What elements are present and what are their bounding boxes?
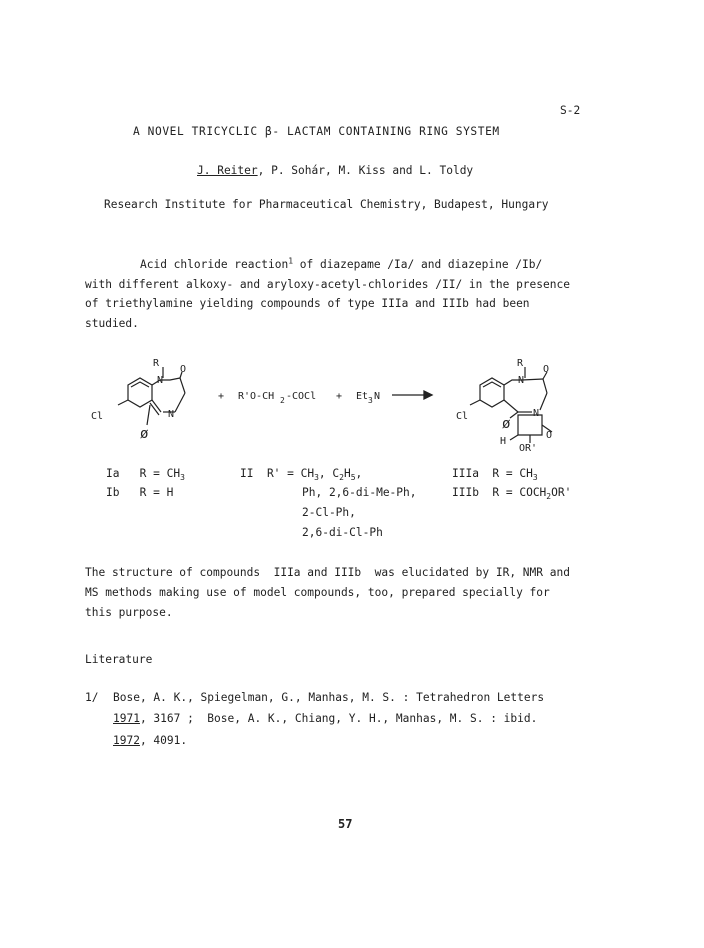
- abstract-line-4: studied.: [85, 317, 139, 330]
- cl-label-product: Cl: [456, 411, 469, 422]
- reference-line-2-text: , 3167 ; Bose, A. K., Chiang, Y. H., Manhas, M. S. : ibid.: [139, 712, 538, 725]
- phenyl-symbol-left: ø: [140, 426, 149, 442]
- reference-line-2: [113, 712, 537, 726]
- ring-bond-c5-product: [504, 400, 518, 412]
- ring-bond-c5-left: [152, 400, 161, 412]
- reference-year-1: 1971: [113, 712, 140, 725]
- reagent-part-b: -COCl: [286, 391, 317, 402]
- phenyl-symbol-product: ø: [502, 416, 511, 432]
- reference-number: 1/: [85, 691, 99, 704]
- or-label-product: OR': [519, 443, 538, 454]
- n2-label-product: N: [533, 408, 540, 419]
- n2-label-left: N: [168, 409, 175, 420]
- plus-sign-1: +: [218, 391, 225, 402]
- legend-iiib-a: IIIb R = COCH: [452, 486, 547, 499]
- legend-ib: Ib R = H: [106, 486, 174, 499]
- abstract-line-3: of triethylamine yielding compounds of type IIIa and IIIb had been: [85, 297, 530, 310]
- legend-iiia-text: IIIa R = CH: [452, 467, 533, 480]
- structure-line-1: The structure of compounds IIIa and IIIb was elucidated by IR, NMR and: [85, 566, 570, 579]
- ring-bond-ch2-left: [175, 393, 185, 412]
- ring-bond-n-co-product: [522, 379, 543, 380]
- n1-label-left: N: [157, 375, 164, 386]
- plus-sign-2: +: [336, 391, 343, 402]
- base-subscript: 3: [368, 396, 373, 405]
- lactam-o-label: O: [546, 430, 553, 441]
- legend-ii-c: H: [343, 467, 351, 480]
- legend-ii-line-2: Ph, 2,6-di-Me-Ph,: [302, 486, 417, 499]
- other-authors: , P. Sohár, M. Kiss and L. Toldy: [257, 164, 474, 177]
- legend-iiib-sub: 2: [546, 492, 552, 502]
- benzene-double-bonds-product: [483, 382, 501, 387]
- imine-double-bond-left: [150, 403, 159, 415]
- legend-ii: [240, 467, 362, 481]
- n1-label-product: N: [518, 375, 525, 386]
- ring-bond-n2-product: [540, 393, 547, 410]
- structure-line-3: this purpose.: [85, 606, 173, 619]
- abstract-text-a: Acid chloride reaction: [140, 258, 289, 271]
- legend-ii-sub2: 2: [339, 473, 344, 483]
- legend-ii-a: II R' = CH: [240, 467, 315, 480]
- ring-bond-ch2-product: [543, 379, 547, 393]
- legend-ii-line-3: 2-Cl-Ph,: [302, 506, 356, 519]
- reference-line-3-text: , 4091.: [139, 734, 188, 747]
- benzene-double-bonds-left: [131, 382, 149, 387]
- legend-ia: [106, 467, 185, 481]
- first-author: J. Reiter: [197, 164, 258, 177]
- reference-year-2: 1972: [113, 734, 140, 747]
- paper-title: A NOVEL TRICYCLIC β- LACTAM CONTAINING RING SYSTEM: [133, 125, 500, 138]
- abstract-line-2: with different alkoxy- and aryloxy-acetyl-chlorides /II/ in the presence: [85, 278, 570, 291]
- legend-ii-b: , C: [318, 467, 340, 480]
- reference-mark: 1: [288, 256, 294, 266]
- reagent-part-a: R'O-CH: [238, 391, 275, 402]
- lactam-structure-product: [470, 367, 552, 443]
- reference-line-1: Bose, A. K., Spiegelman, G., Manhas, M. S. : Tetrahedron Letters: [113, 691, 545, 704]
- reaction-arrow: [392, 391, 432, 399]
- page-number: 57: [338, 817, 353, 831]
- affiliation: Research Institute for Pharmaceutical Chemistry, Budapest, Hungary: [104, 198, 549, 211]
- legend-iiib: [452, 486, 571, 500]
- legend-ia-text: Ia R = CH: [106, 467, 181, 480]
- structure-line-2: MS methods making use of model compounds, too, prepared specially for: [85, 586, 550, 599]
- reagent-subscript: 2: [280, 396, 285, 405]
- o-label-product: O: [543, 364, 550, 375]
- legend-ii-line-4: 2,6-di-Cl-Ph: [302, 526, 383, 539]
- abstract-text-b: of diazepame /Ia/ and diazepine /Ib/: [293, 258, 543, 271]
- h-label-product: H: [500, 436, 507, 447]
- base-part-b: N: [374, 391, 381, 402]
- cl-label-left: Cl: [91, 411, 104, 422]
- legend-iiib-b: OR': [551, 486, 572, 499]
- legend-iiia: [452, 467, 538, 481]
- legend-ii-sub1: 3: [314, 473, 319, 483]
- legend-ii-d: ,: [355, 467, 363, 480]
- r-label-left: R: [153, 358, 160, 369]
- legend-iiia-sub: 3: [532, 473, 538, 483]
- reference-line-3: [113, 734, 187, 748]
- phenyl-bond-product: [510, 412, 518, 418]
- diazepine-structure-left: [118, 367, 185, 425]
- page-code: S-2: [560, 104, 581, 117]
- literature-heading: Literature: [85, 653, 153, 666]
- base-part-a: Et: [356, 391, 369, 402]
- cl-bond-product: [470, 400, 480, 405]
- r-label-product: R: [517, 358, 524, 369]
- o-label-left: O: [180, 364, 187, 375]
- ring-bond-carbonyl-left: [180, 378, 185, 393]
- legend-ia-sub: 3: [180, 473, 185, 483]
- cl-bond-left: [118, 400, 128, 405]
- phenyl-bond-left: [147, 405, 150, 425]
- h-bond-product: [510, 435, 518, 440]
- legend-ii-sub3: 5: [350, 473, 356, 483]
